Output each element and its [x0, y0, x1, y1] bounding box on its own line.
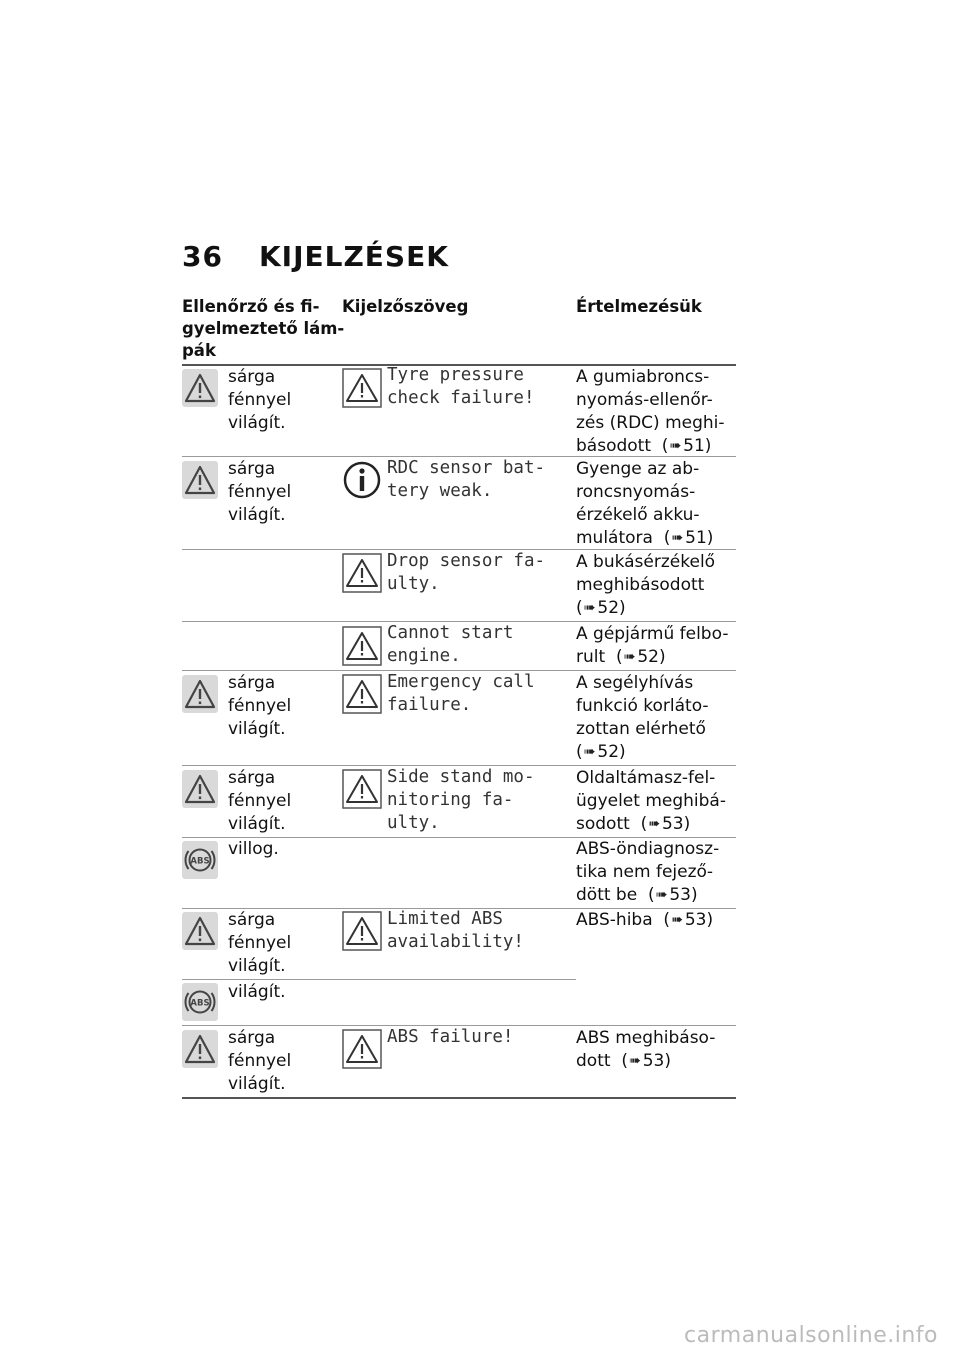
svg-text:ABS: ABS	[190, 998, 210, 1009]
warning-triangle-icon	[342, 769, 382, 809]
page-ref-link[interactable]: 51)	[683, 436, 712, 456]
page-header	[182, 240, 449, 273]
display-text: Limited ABS availability!	[387, 909, 524, 952]
meaning-text: A gépjármű felbo- rult (➠ 52)	[576, 624, 729, 667]
column-header-lamps: Ellenőrző és fi- gyelmeztető lám- pák	[182, 297, 345, 360]
warning-triangle-icon	[342, 674, 382, 714]
warning-triangle-icon	[342, 368, 382, 408]
watermark-footer: carmanualsonline.info	[684, 1323, 938, 1348]
abs-icon	[182, 983, 218, 1021]
page-number: 36	[182, 240, 223, 273]
warning-triangle-icon	[342, 1029, 382, 1069]
page-ref-arrow-icon: ➠	[648, 816, 660, 832]
lamp-description: sárga fénnyel világít.	[228, 673, 292, 739]
warning-triangle-icon	[342, 911, 382, 951]
lamp-description: sárga fénnyel világít.	[228, 459, 292, 525]
display-text: Tyre pressure check failure!	[387, 365, 535, 408]
lamp-description: villog.	[228, 839, 279, 859]
lamp-description: sárga fénnyel világít.	[228, 1028, 292, 1094]
meaning-text: A bukásérzékelő meghibásodott (➠ 52)	[576, 552, 716, 618]
page-ref-link[interactable]: 53)	[684, 910, 714, 930]
lamp-description: sárga fénnyel világít.	[228, 910, 292, 976]
meaning-text: A gumiabroncs- nyomás-ellenőr- zés (RDC) meghi- básodott (➠ 51)	[576, 367, 725, 456]
meaning-text: ABS-hiba (➠ 53)	[576, 910, 714, 930]
page-ref-arrow-icon: ➠	[669, 438, 682, 454]
warning-triangle-icon	[182, 369, 218, 407]
page-ref-arrow-icon: ➠	[655, 887, 668, 903]
page-ref-link[interactable]: 52)	[637, 647, 666, 667]
page-ref-link[interactable]: 52)	[597, 742, 626, 762]
page-ref-link[interactable]: 51)	[685, 528, 714, 548]
page-title: KIJELZÉSEK	[258, 240, 449, 273]
page-ref-link[interactable]: 53)	[669, 885, 698, 905]
page-ref-arrow-icon: ➠	[671, 912, 683, 928]
meaning-text: Oldaltámasz-fel- ügyelet meghibá- sodott (➠ 53)	[576, 768, 726, 834]
page-ref-link[interactable]: 53)	[661, 814, 691, 834]
meaning-text: ABS-öndiagnosz- tika nem fejező- dött be (➠ 53)	[576, 839, 720, 905]
page-ref-arrow-icon: ➠	[623, 649, 636, 665]
lamp-description: sárga fénnyel világít.	[228, 367, 292, 433]
warning-triangle-icon	[182, 675, 218, 713]
page-ref-arrow-icon: ➠	[583, 744, 596, 760]
warning-triangle-icon	[182, 461, 218, 499]
warning-triangle-icon	[182, 770, 218, 808]
page-ref-arrow-icon: ➠	[628, 1053, 641, 1069]
warning-triangle-icon	[342, 553, 382, 593]
page-ref-link[interactable]: 52)	[597, 598, 626, 618]
meaning-text: Gyenge az ab- roncsnyomás- érzékelő akku- mulátora (➠ 51)	[576, 459, 714, 548]
display-text: ABS failure!	[387, 1027, 514, 1047]
display-text: Emergency call failure.	[387, 672, 535, 715]
page-ref-link[interactable]: 53)	[642, 1051, 671, 1071]
warning-triangle-icon	[182, 912, 218, 950]
meaning-text: ABS meghibáso- dott (➠ 53)	[576, 1028, 716, 1071]
display-text: Side stand mo- nitoring fa- ulty.	[387, 767, 535, 833]
lamp-description: világít.	[228, 982, 286, 1002]
svg-text:ABS: ABS	[190, 856, 210, 867]
meaning-text: A segélyhívás funkció korláto- zottan elérhető (➠ 52)	[576, 673, 709, 762]
display-text: RDC sensor bat- tery weak.	[387, 458, 546, 501]
abs-icon	[182, 841, 218, 879]
page-ref-arrow-icon: ➠	[583, 600, 596, 616]
warning-triangle-icon	[342, 626, 382, 666]
display-text: Cannot start engine.	[387, 623, 514, 666]
column-header-display-text: Kijelzőszöveg	[342, 297, 469, 316]
column-header-meaning: Értelmezésük	[576, 297, 702, 316]
info-icon	[342, 460, 382, 500]
page-ref-arrow-icon: ➠	[671, 530, 684, 546]
row-subdivider	[182, 979, 576, 980]
display-text: Drop sensor fa- ulty.	[387, 551, 546, 594]
warning-triangle-icon	[182, 1030, 218, 1068]
table-end-rule	[182, 1097, 736, 1099]
lamp-description: sárga fénnyel világít.	[228, 768, 292, 834]
